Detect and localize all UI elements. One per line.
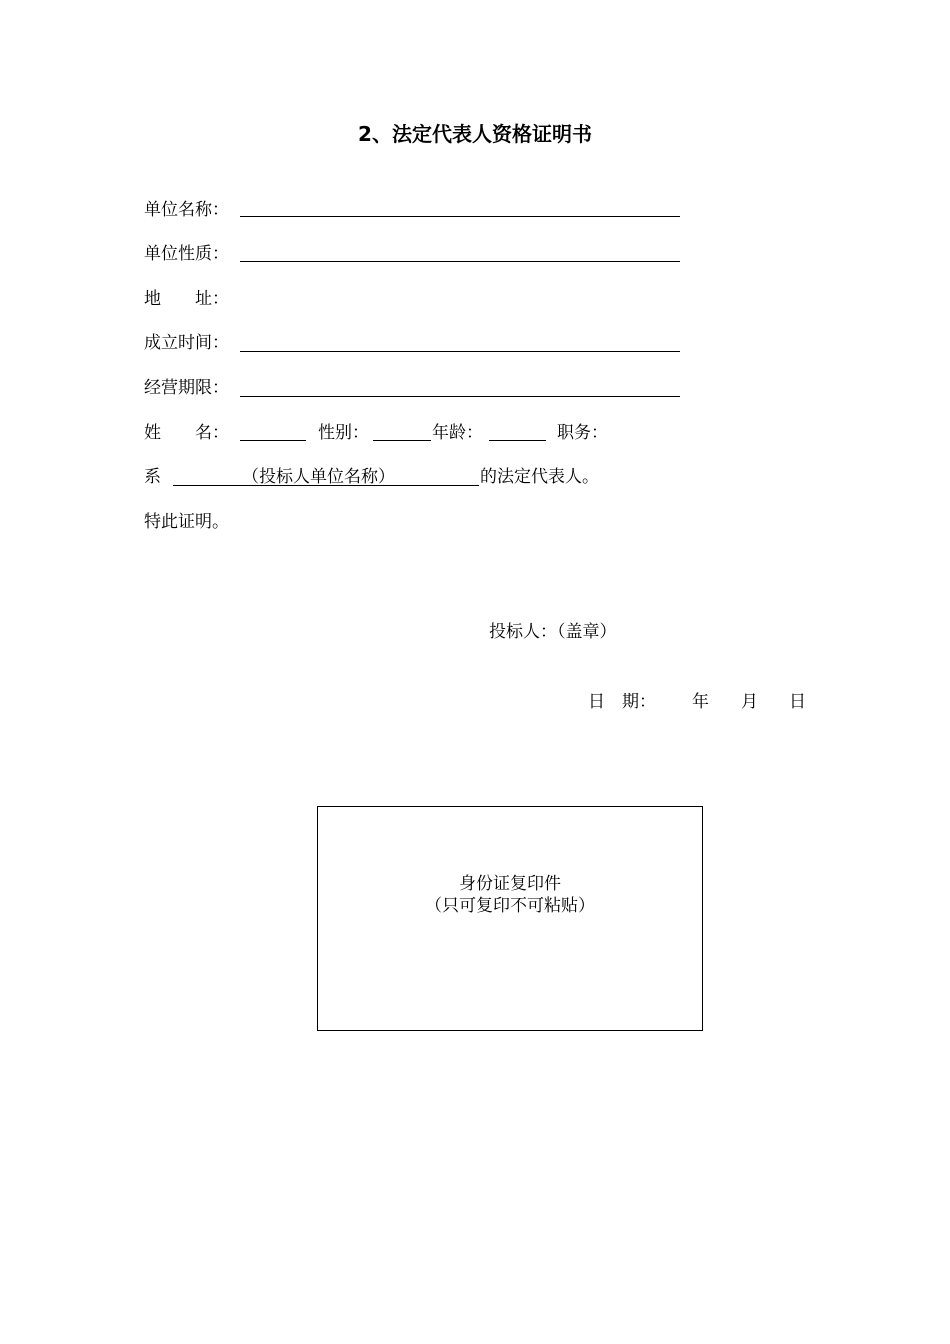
business-term-row xyxy=(144,374,684,402)
address-row xyxy=(144,285,684,313)
unit-name-field[interactable] xyxy=(240,216,680,217)
statement-prefix: 系 xyxy=(144,467,161,487)
gender-field[interactable] xyxy=(373,440,431,441)
date-label: 日 期： xyxy=(588,692,656,712)
unit-nature-row xyxy=(144,240,684,268)
date-year: 年 xyxy=(692,692,709,712)
age-field[interactable] xyxy=(489,440,546,441)
name-label: 姓 名： xyxy=(144,423,229,443)
business-term-field[interactable] xyxy=(240,396,680,397)
unit-nature-label: 单位性质： xyxy=(144,244,229,264)
established-row xyxy=(144,329,684,357)
unit-nature-field[interactable] xyxy=(240,261,680,262)
business-term-label: 经营期限： xyxy=(144,378,229,398)
date-month: 月 xyxy=(741,692,758,712)
name-field[interactable] xyxy=(240,440,306,441)
statement-placeholder: （投标人单位名称） xyxy=(242,467,395,487)
statement-suffix: 的法定代表人。 xyxy=(480,467,599,487)
established-field[interactable] xyxy=(240,351,680,352)
id-copy-box xyxy=(317,806,703,1031)
statement-row xyxy=(144,463,624,491)
date-day: 日 xyxy=(789,692,806,712)
gender-label: 性别： xyxy=(318,423,369,443)
age-label: 年龄： xyxy=(432,423,483,443)
certify-text: 特此证明。 xyxy=(144,512,229,532)
address-label: 地 址： xyxy=(144,289,229,309)
unit-name-row xyxy=(144,196,684,224)
document-title: 2、法定代表人资格证明书 xyxy=(358,122,592,146)
established-label: 成立时间： xyxy=(144,333,229,353)
bidder-seal: 投标人：（盖章） xyxy=(489,622,617,642)
position-label: 职务： xyxy=(557,423,608,443)
person-info-row xyxy=(144,419,624,447)
unit-name-label: 单位名称： xyxy=(144,200,229,220)
certify-row xyxy=(144,508,344,536)
id-box-line1: 身份证复印件 xyxy=(459,874,561,894)
id-box-line2: （只可复印不可粘贴） xyxy=(425,896,595,916)
